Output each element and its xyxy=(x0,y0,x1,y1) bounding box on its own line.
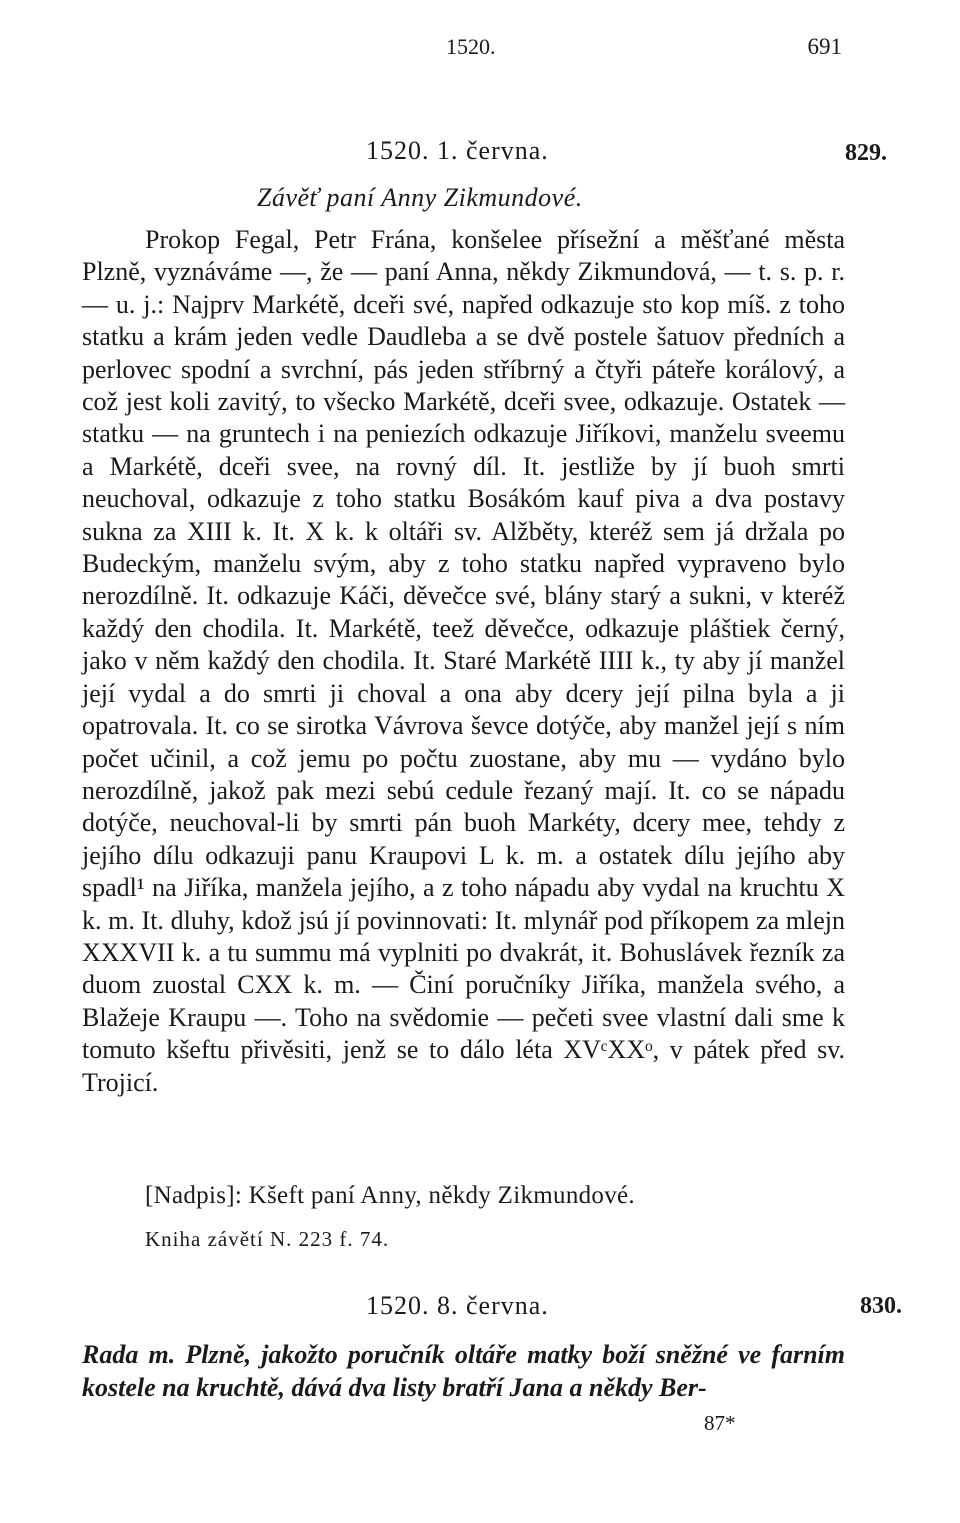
entry-830-abstract: Rada m. Plzně, jakožto poručník oltáře matky boží sněžné ve farním kostele na kruchtě, dává dva listy bratří Jana a někdy Ber- xyxy=(82,1340,845,1402)
page-number: 691 xyxy=(807,34,842,59)
entry-829-source: Kniha závětí N. 223 f. 74. xyxy=(145,1227,390,1251)
entry-830-number: 830. xyxy=(860,1293,902,1319)
entry-829-text: Prokop Fegal, Petr Frána, konšelee přísežní a měšťané města Plzně, vyznáváme —, že — paní Anna, někdy Zikmundová, — t. s. p. r. — u. j.: Najprv Markétě, dceři své, napřed odkazuje sto kop míš. z toho statku a krám jeden vedle Daudleba a se dvě postele šatuov předních a perlovec spodní a svrchní, pás jeden stříbrný a čtyři páteře korálový, a což jest koli zavitý, to všecko Markétě, dceři svee, odkazuje. Ostatek — statku — na gruntech i na peniezích odkazuje Jiříkovi, manželu sveemu a Markétě, dceři svee, na rovný díl. It. jestliže by jí buoh smrti neuchoval, odkazuje z toho statku Bosákóm kauf piva a dva postavy sukna za XIII k. It. X k. k oltáři sv. Alžběty, kteréž sem já držala po Budeckým, manželu svým, aby z toho statku napřed vypraveno bylo nerozdílně. It. odkazuje Káči, děvečce své, blány starý a sukni, v kteréž každý den chodila. It. Markétě, teež děvečce, odkazuje pláštiek černý, jako v něm každý den chodila. It. Staré Markétě IIII k., ty aby jí manžel její vydal a do smrti ji choval a ona aby dcery její pilna byla a ji opatrovala. It. co se sirotka Vávrova ševce dotýče, aby manžel její s ním počet učinil, a což jemu po počtu zuostane, aby mu — vydáno bylo nerozdílně, jakož pak mezi sebú cedule řezaný mají. It. co se nápadu dotýče, neuchoval-li by smrti pán buoh Markéty, dcery mee, tehdy z jejího dílu odkazuji panu Kraupovi L k. m. a ostatek dílu jejího aby spadl¹ na Jiříka, manžela jejího, a z toho nápadu aby vydal na kruchtu X k. m. It. dluhy, kdož jsú jí povinnovati: It. mlynář pod příkopem za mlejn XXXVII k. a tu summu má vyplniti po dvakrát, it. Bohuslávek řezník za duom zuostal CXX k. m. — Činí poručníky Jiříka, manžela svého, a Blažeje Kraupu —. Toho na svědomie — pečeti svee vlastní dali sme k tomuto kšeftu přivěsiti, jenž se to dálo léta XVᶜXXᵒ, v pátek před sv. Trojicí. xyxy=(82,225,845,1097)
running-header-year: 1520. xyxy=(446,34,496,59)
signature-mark: 87* xyxy=(704,1411,736,1435)
entry-829-title: Závěť paní Anny Zikmundové. xyxy=(257,183,583,212)
entry-829-date: 1520. 1. června. xyxy=(366,136,549,165)
entry-829-inscription: [Nadpis]: Kšeft paní Anny, někdy Zikmundové. xyxy=(145,1182,635,1209)
entry-830-date: 1520. 8. června. xyxy=(366,1291,549,1320)
entry-829-number: 829. xyxy=(845,140,887,166)
entry-829-body xyxy=(82,224,845,1099)
